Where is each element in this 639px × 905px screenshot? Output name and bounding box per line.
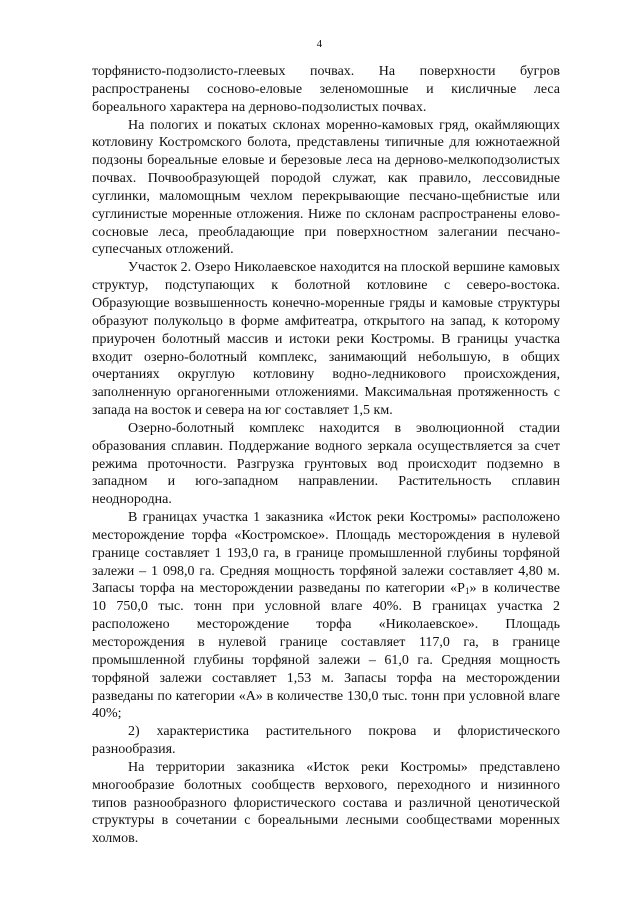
paragraph-section-2-heading: 2) характеристика растительного покрова и флористического разнообразия. [92,724,560,758]
subscript-category-index: 1 [464,586,470,597]
page-number: 4 [316,38,323,50]
paragraph-lake-bog-complex: Озерно-болотный комплекс находится в эволюционной стадии образования сплавин. Поддержание водного зеркала осуществляется за счет режима проточности. Разгрузка грунтовых вод происходит подземно в западном и юго-западном направлении. Растительность сплавин неоднородна. [92,420,560,508]
document-body [92,63,560,848]
paragraph-bog-communities: На территории заказника «Исток реки Костромы» представлено многообразие болотных сообществ верхового, переходного и низинного типов разнообразного флористического состава и различной ценотической структуры в сочетании с бореальными лесными сообществами моренных холмов. [92,759,560,847]
paragraph-moraine-slopes: На пологих и покатых склонах моренно-камовых гряд, окаймляющих котловину Костромского болота, представлены типичные для южнотаежной подзоны бореальные еловые и березовые леса на дерново-мелкоподзолистых почвах. Почвообразующей породой служат, как правило, лессовидные суглинки, маломощным чехлом перекрывающие песчано-щебнистые или суглинистые моренные отложения. Ниже по склонам распространены елово-сосновые леса, преобладающие при поверхностном залегании песчано-супесчаных отложений. [92,117,560,258]
paragraph-peat-deposits: В границах участка 1 заказника «Исток реки Костромы» расположено месторождение торфа «Костромское». Площадь месторождения в нулевой границе составляет 1 193,0 га, в границе промышленной глубины торфяной залежи – 1 098,0 га. Средняя мощность торфяной залежи составляет 4,80 м. Запасы торфа на месторождении разведаны по категории «$Р_1$» в количестве 10 750,0 тыс. тонн при условной влаге 40%. В границах участка 2 расположено месторождение торфа «Николаевское». Площадь месторождения в нулевой границе составляет 117,0 га, в границе промышленной глубины торфяной залежи – 61,0 га. Средняя мощность торфяной залежи составляет 1,53 м. Запасы торфа на месторождении разведаны по категории «А» в количестве 130,0 тыс. тонн при условной влаге 40%; [92,510,560,722]
paragraph-site-2-lake-nikolaevskoe: Участок 2. Озеро Николаевское находится на плоской вершине камовых структур, подступающих к болотной котловине с северо-востока. Образующие возвышенность конечно-моренные гряды и камовые структуры образуют полукольцо в форме амфитеатра, открытого на запад, к которому приурочен болотный массив и истоки реки Костромы. В границы участка входит озерно-болотный комплекс, занимающий небольшую, в общих очертаниях округлую котловину водно-ледникового происхождения, заполненную органогенными отложениями. Максимальная протяженность с запада на восток и севера на юг составляет 1,5 км. [92,260,560,419]
paragraph-peat-soils: торфянисто-подзолисто-глеевых почвах. На поверхности бугров распространены сосново-еловые зеленомошные и кисличные леса бореального характера на дерново-подзолистых почвах. [92,64,560,115]
